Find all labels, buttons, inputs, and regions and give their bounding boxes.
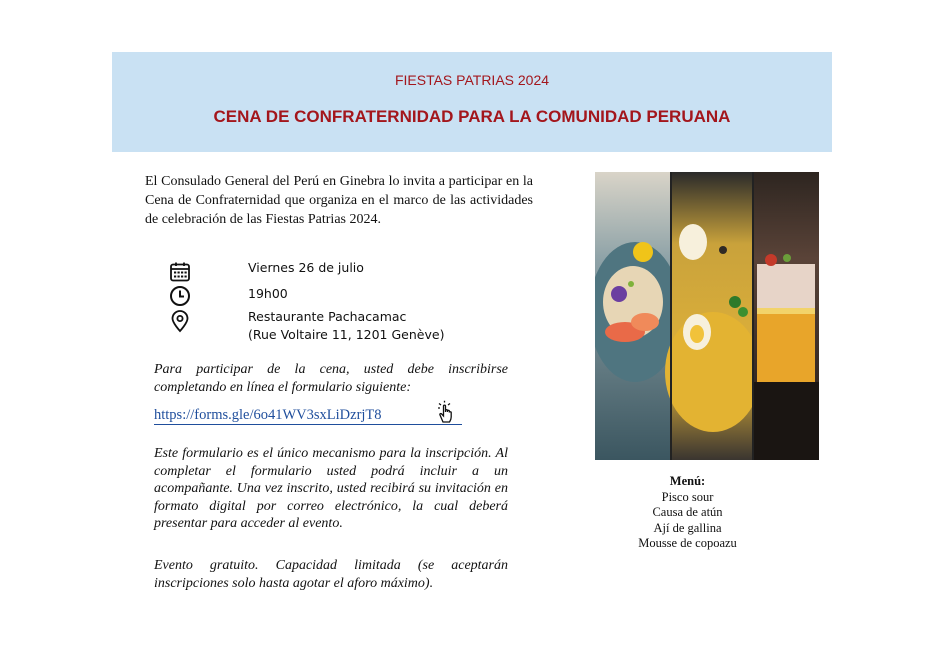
menu-item: Mousse de copoazu xyxy=(638,536,737,550)
menu-section xyxy=(600,474,775,552)
menu-item: Causa de atún xyxy=(652,505,723,519)
menu-item: Ají de gallina xyxy=(653,520,722,535)
clock-icon xyxy=(168,284,192,308)
event-venue: Restaurante Pachacamac xyxy=(248,309,407,324)
event-title: CENA DE CONFRATERNIDAD PARA LA COMUNIDAD PERUANA xyxy=(213,107,731,126)
event-subtitle: FIESTAS PATRIAS 2024 xyxy=(394,72,550,88)
capacity-note: Evento gratuito. Capacidad limitada (se aceptarán inscripciones solo hasta agotar el aforo máximo). xyxy=(154,558,508,591)
location-pin-icon xyxy=(168,309,192,333)
hand-pointer-icon xyxy=(434,400,460,424)
event-address: (Rue Voltaire 11, 1201 Genève) xyxy=(248,327,445,342)
registration-instructions: Para participar de la cena, usted debe inscribirse completando en línea el formulario siguiente: xyxy=(154,362,508,395)
header-banner xyxy=(112,52,832,152)
food-photo-collage xyxy=(595,172,819,460)
menu-item: Pisco sour xyxy=(661,489,714,504)
event-time: 19h00 xyxy=(248,286,288,301)
registration-form-link[interactable]: https://forms.gle/6o41WV3sxLiDzrjT8 xyxy=(154,407,382,423)
intro-paragraph: El Consulado General del Perú en Ginebra lo invita a participar en la Cena de Confraternidad que organiza en el marco de las actividades de celebración de las Fiestas Patrias 2024. xyxy=(145,174,533,227)
event-date: Viernes 26 de julio xyxy=(248,260,364,275)
menu-heading: Menú: xyxy=(669,474,706,488)
calendar-icon xyxy=(168,260,192,284)
registration-note: Este formulario es el único mecanismo para la inscripción. Al completar el formulario usted podrá incluir a un acompañante. Una vez inscrito, usted recibirá su invitación en formato digital por correo electrónico, la cual deberá presentar para acceder al evento. xyxy=(154,446,508,531)
link-underline xyxy=(154,424,462,425)
